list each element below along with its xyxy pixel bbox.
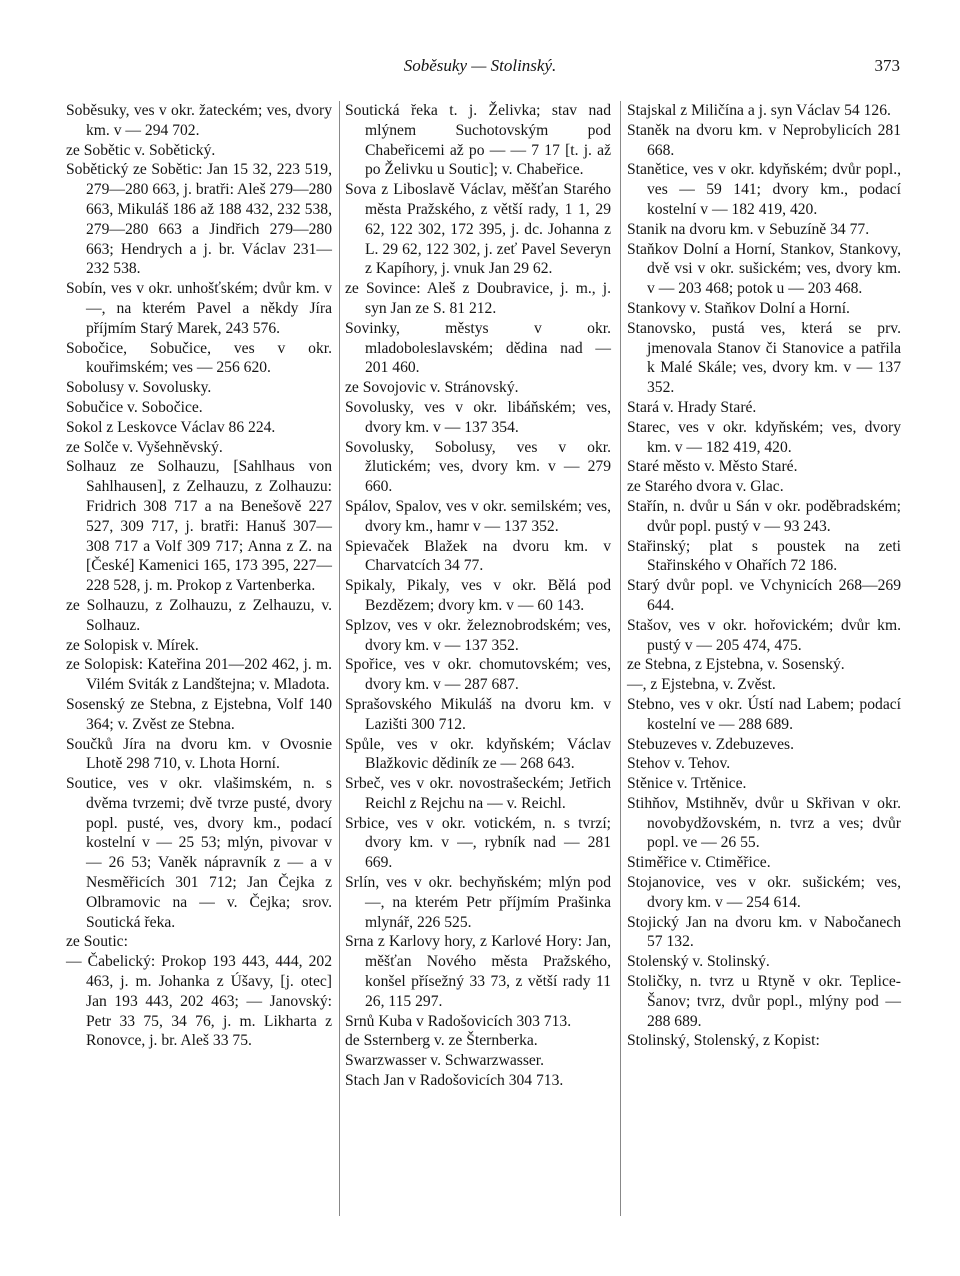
index-entry: Staré město v. Město Staré. bbox=[627, 458, 798, 476]
index-entry: Splzov, ves v okr. železnobrodském; ves, dvory km. v — 137 352. bbox=[345, 616, 611, 654]
index-entry: ze Solče v. Vyšehněvský. bbox=[66, 438, 223, 456]
index-entry: Stará v. Hrady Staré. bbox=[627, 398, 757, 416]
index-entry: Spůle, ves v okr. kdyňském; Václav Blažkovic dědiník ze — 268 643. bbox=[345, 735, 611, 773]
index-entry: ze Solopisk v. Mírek. bbox=[66, 636, 199, 654]
index-entry: Starý dvůr popl. ve Vchynicích 268—269 644. bbox=[627, 577, 901, 614]
index-column-2 bbox=[345, 101, 611, 1091]
index-column-1 bbox=[66, 101, 332, 1051]
index-entry: Stankovy v. Staňkov Dolní a Horní. bbox=[627, 299, 850, 317]
index-entry: Stebuzeves v. Zdebuzeves. bbox=[627, 735, 794, 753]
index-entry: Stařinský; plat s poustek na zeti Stařinského v Ohařích 72 186. bbox=[627, 537, 901, 575]
index-entry: Spievaček Blažek na dvoru km. v Charvatcích 34 77. bbox=[345, 537, 611, 575]
index-entry: Stolinský, Stolenský, z Kopist: bbox=[627, 1032, 820, 1050]
index-entry: Srnů Kuba v Radošovicích 303 713. bbox=[345, 1012, 572, 1030]
index-entry: Stěnice v. Trtěnice. bbox=[627, 775, 747, 793]
index-column-3 bbox=[627, 101, 901, 1051]
index-entry: Součků Jíra na dvoru km. v Ovosnie Lhotě 298 710, v. Lhota Horní. bbox=[66, 735, 332, 773]
column-divider bbox=[339, 101, 340, 1216]
index-entry: Sovolusky, ves v okr. libáňském; ves, dvory km. v — 137 354. bbox=[345, 398, 611, 436]
index-entry: Stojický Jan na dvoru km. v Nabočanech 57 132. bbox=[627, 913, 901, 951]
index-entry: Soutice, ves v okr. vlašimském, n. s dvěma tvrzemi; dvě tvrze pusté, dvory popl. pusté, ves, dvory km., podací kostelní v — 25 53; mlýn, pivovar v — 26 53; Vaněk nápravník z — a v Nesměřicích 301 712; Jan Čejka z Olbramovic na — v. Čejka; srov. Soutická řeka. bbox=[66, 775, 332, 931]
index-entry: Stiměřice v. Ctiměřice. bbox=[627, 854, 771, 872]
index-entry: Stašov, ves v okr. hořovickém; dvůr km. pustý v — 205 474, 475. bbox=[627, 616, 901, 654]
index-entry: Stanik na dvoru km. v Sebuzíně 34 77. bbox=[627, 220, 870, 238]
index-entry: — Čabelický: Prokop 193 443, 444, 202 463, j. m. Johanka z Úšavy, [j. otec] Jan 193 443, 202 463; — Janovský: Petr 33 75, 34 76, j. m. Likharta z Ronovce, j. br. Aleš 33 75. bbox=[66, 953, 332, 1050]
page-number: 373 bbox=[874, 56, 900, 75]
index-entry: Stihňov, Mstihněv, dvůr u Skřivan v okr. novobydžovském, n. tvrz a ves; dvůr popl. ve — 26 55. bbox=[627, 794, 901, 852]
index-entry: Sokol z Leskovce Václav 86 224. bbox=[66, 418, 276, 436]
index-entry: Srbice, ves v okr. votickém, n. s tvrzí; dvory km. v —, rybník nad — 281 669. bbox=[345, 814, 611, 872]
index-entry: Staňkov Dolní a Horní, Stankov, Stankovy, dvě vsi v okr. sušickém; ves, dvory km. v — 203 468; potok u — 203 468. bbox=[627, 240, 901, 298]
index-entry: Sovinky, městys v okr. mladoboleslavském; dědina nad — 201 460. bbox=[345, 319, 611, 377]
index-entry: —, z Ejstebna, v. Zvěst. bbox=[627, 676, 776, 694]
index-entry: Srlín, ves v okr. bechyňském; mlýn pod —, na kterém Petr příjmím Prašinka mlynář, 226 525. bbox=[345, 874, 611, 931]
index-entry: ze Sovojovic v. Stránovský. bbox=[345, 379, 519, 397]
index-entry: Sobučice v. Sobočice. bbox=[66, 398, 203, 416]
index-entry: Spořice, ves v okr. chomutovském; ves, dvory km. v — 287 687. bbox=[345, 656, 611, 694]
index-entry: Starec, ves v okr. kdyňském; ves, dvory km. v — 182 419, 420. bbox=[627, 418, 901, 456]
column-divider bbox=[620, 101, 621, 1216]
index-entry: Sobín, ves v okr. unhošťském; dvůr km. v —, na kterém Pavel a někdy Jíra příjmím Starý Marek, 243 576. bbox=[66, 280, 332, 337]
index-entry: Srna z Karlovy hory, z Karlové Hory: Jan, měšťan Nového města Pražského, konšel přísežný 33 73, z větší rady 11 26, 115 297. bbox=[345, 933, 611, 1010]
index-entry: Stařín, n. dvůr u Sán v okr. poděbradském; dvůr popl. pustý v — 93 243. bbox=[627, 497, 901, 535]
index-entry: Stajskal z Miličína a j. syn Václav 54 126. bbox=[627, 102, 891, 119]
index-entry: ze Solopisk: Kateřina 201—202 462, j. m. Vilém Sviták z Landštejna; v. Mladota. bbox=[66, 656, 332, 694]
index-entry: Staněk na dvoru km. v Neprobylicích 281 668. bbox=[627, 121, 901, 159]
index-entry: Stanětice, ves v okr. kdyňském; dvůr popl., ves — 59 141; dvory km., podací kostelní v — 182 419, 420. bbox=[627, 161, 901, 218]
index-entry: ze Starého dvora v. Glac. bbox=[627, 478, 784, 496]
index-entry: Soutická řeka t. j. Želivka; stav nad mlýnem Suchotovským pod Chabeřicemi až po — — 7 17 [t. j. až po Želivku u Soutic]; v. Chabeřice. bbox=[345, 102, 611, 179]
index-entry: Solhauz ze Solhauzu, [Sahlhaus von Sahlhausen], z Zelhauzu, z Zolhauzu: Fridrich 308 717 a na Benešově 227 527, 309 717, j. bratři: Hanuš 307—308 717 a Volf 309 717; Anna z Z. na [České] Kamenici 165, 173 395, 227—228 528, j. m. Prokop z Vartenberka. bbox=[66, 458, 332, 595]
index-entry: Stojanovice, ves v okr. sušickém; ves, dvory km. v — 254 614. bbox=[627, 874, 901, 911]
index-entry: ze Stebna, z Ejstebna, v. Sosenský. bbox=[627, 656, 845, 674]
index-entry: Soběsuky, ves v okr. žateckém; ves, dvory km. v — 294 702. bbox=[66, 102, 332, 139]
index-entry: Spálov, Spalov, ves v okr. semilském; ves, dvory km., hamr v — 137 352. bbox=[345, 497, 611, 535]
index-entry: Sovolusky, Sobolusy, ves v okr. žlutickém; ves, dvory km. v — 279 660. bbox=[345, 438, 611, 496]
index-entry: Sosenský ze Stebna, z Ejstebna, Volf 140 364; v. Zvěst ze Stebna. bbox=[66, 695, 332, 733]
running-head: Soběsuky — Stolinský. bbox=[403, 56, 557, 75]
index-entry: ze Sovince: Aleš z Doubravice, j. m., j. syn Jan ze S. 81 212. bbox=[345, 280, 611, 317]
index-entry: Sprašovského Mikuláš na dvoru km. v Lazišti 300 712. bbox=[345, 695, 611, 733]
index-entry: Spikaly, Pikaly, ves v okr. Bělá pod Bezdězem; dvory km. v — 60 143. bbox=[345, 577, 611, 614]
index-entry: Stach Jan v Radošovicích 304 713. bbox=[345, 1072, 564, 1090]
index-entry: Sobolusy v. Sovolusky. bbox=[66, 379, 212, 397]
index-entry: ze Soutic: bbox=[66, 933, 128, 951]
index-entry: Sobočice, Sobučice, ves v okr. kouřimském; ves — 256 620. bbox=[66, 339, 332, 377]
index-entry: Stebno, ves v okr. Ústí nad Labem; podací kostelní ve — 288 689. bbox=[627, 695, 901, 733]
index-entry: Sobětický ze Sobětic: Jan 15 32, 223 519, 279—280 663, j. bratři: Aleš 279—280 663, Mikuláš 186 až 188 432, 232 538, 279—280 663 a Jindřich 279—280 663; Hendrych a j. br. Václav 231—232 538. bbox=[66, 161, 332, 278]
index-entry: de Ssternberg v. ze Šternberka. bbox=[345, 1032, 538, 1050]
index-entry: Stolenský v. Stolinský. bbox=[627, 953, 770, 971]
index-entry: Sova z Liboslavě Václav, měšťan Starého města Pražského, z větší rady, 1 1, 29 62, 122 302, 172 395, j. dc. Johanna z L. 29 62, 122 302, j. zeť Pavel Severyn z Kapíhory, j. vnuk Jan 29 62. bbox=[345, 181, 611, 278]
index-entry: Stehov v. Tehov. bbox=[627, 755, 731, 773]
index-entry: Stoličky, n. tvrz u Rtyně v okr. Teplice-Šanov; tvrz, dvůr popl., mlýny pod — 288 689. bbox=[627, 973, 901, 1030]
index-entry: Srbeč, ves v okr. novostrašeckém; Jetřich Reichl z Rejchu na — v. Reichl. bbox=[345, 775, 611, 812]
index-entry: Swarzwasser v. Schwarzwasser. bbox=[345, 1052, 545, 1070]
index-entry: ze Sobětic v. Sobětický. bbox=[66, 141, 216, 159]
index-entry: ze Solhauzu, z Zolhauzu, z Zelhauzu, v. Solhauz. bbox=[66, 596, 332, 634]
page-header bbox=[0, 56, 960, 82]
index-entry: Stanovsko, pustá ves, která se prv. jmenovala Stanov či Stanovice a patřila k Malé Skále; ves, dvory km. v — 137 352. bbox=[627, 319, 901, 397]
